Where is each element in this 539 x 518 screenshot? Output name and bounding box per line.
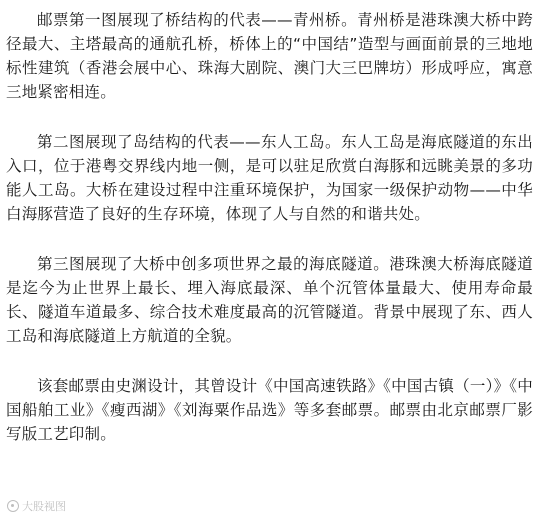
article-body: [6, 8, 533, 446]
paragraph-stamp-two: 第二图展现了岛结构的代表——东人工岛。东人工岛是海底隧道的东出入口，位于港粤交界线内地一侧，是可以驻足欣赏白海豚和远眺美景的多功能人工岛。大桥在建设过程中注重环境保护，为国家一级保护动物——中华白海豚营造了良好的生存环境，体现了人与自然的和谐共处。: [6, 133, 533, 223]
watermark-logo-icon: [7, 500, 19, 512]
watermark-text: 大股视图: [22, 500, 66, 513]
watermark: [7, 498, 66, 514]
paragraph-stamp-one: 邮票第一图展现了桥结构的代表——青州桥。青州桥是港珠澳大桥中跨径最大、主塔最高的通航孔桥，桥体上的“中国结”造型与画面前景的三地地标性建筑（香港会展中心、珠海大剧院、澳门大三巴牌坊）形成呼应，寓意三地紧密相连。: [6, 11, 533, 101]
paragraph-designer: 该套邮票由史渊设计，其曾设计《中国高速铁路》《中国古镇（一）》《中国船舶工业》《瘦西湖》《刘海粟作品选》等多套邮票。邮票由北京邮票厂影写版工艺印制。: [6, 377, 533, 443]
paragraph-stamp-three: 第三图展现了大桥中创多项世界之最的海底隧道。港珠澳大桥海底隧道是迄今为止世界上最长、埋入海底最深、单个沉管体量最大、使用寿命最长、隧道车道最多、综合技术难度最高的沉管隧道。背景中展现了东、西人工岛和海底隧道上方航道的全貌。: [6, 255, 533, 345]
